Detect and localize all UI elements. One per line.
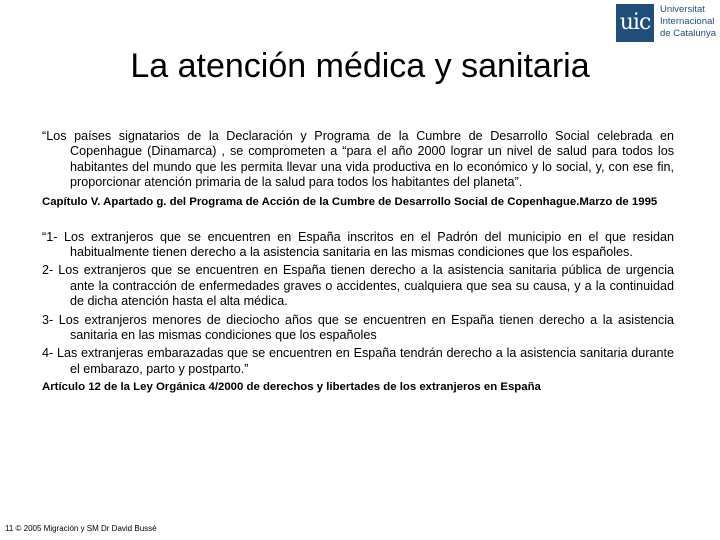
uic-logo-mark: uic xyxy=(616,4,654,42)
law-article-list xyxy=(42,230,674,378)
slide-body xyxy=(42,129,674,395)
university-name-line: Universitat xyxy=(660,4,705,15)
list-item: 4- Las extranjeras embarazadas que se encuentren en España tendrán derecho a la asistencia sanitaria durante el embarazo, parto y postparto.” xyxy=(42,346,674,376)
list-item: 2- Los extranjeros que se encuentren en España tienen derecho a la asistencia sanitaria pública de urgencia ante la contracción de enfermedades graves o accidentes, cualquiera que sea su causa, y a la continuidad de dicha atención hasta el alta médica. xyxy=(42,263,674,309)
slide-footer: 11 © 2005 Migración y SM Dr David Bussé xyxy=(5,524,157,533)
law-source: Artículo 12 de la Ley Orgánica 4/2000 de derechos y libertades de los extranjeros en España xyxy=(42,381,541,394)
copenhagen-source: Capítulo V. Apartado g. del Programa de Acción de la Cumbre de Desarrollo Social de Copenhague.Marzo de 1995 xyxy=(42,195,658,208)
university-name-line: Internacional xyxy=(660,16,715,27)
university-logo xyxy=(613,2,720,46)
university-name xyxy=(660,4,716,40)
slide-title: La atención médica y sanitaria xyxy=(130,47,590,85)
list-item: 3- Los extranjeros menores de dieciocho años que se encuentren en España tienen derecho a la asistencia sanitaria en las mismas condiciones que los españoles xyxy=(42,312,674,343)
copenhagen-quote: “Los países signatarios de la Declaración y Programa de la Cumbre de Desarrollo Social celebrada en Copenhague (Dinamarca) , se comprometen a “para el año 2000 lograr un nivel de salud para todos los habitantes del mundo que les permita llevar una vida productiva en lo económico y lo social, y, con ese fin, proporcionar atención primaria de la salud para todos los habitantes del planeta”. xyxy=(42,129,674,190)
list-item: “1- Los extranjeros que se encuentren en España inscritos en el Padrón del municipio en el que residan habitualmente tienen derecho a la asistencia sanitaria en las mismas condiciones que los españoles. xyxy=(42,229,674,260)
university-name-line: de Catalunya xyxy=(660,28,716,39)
